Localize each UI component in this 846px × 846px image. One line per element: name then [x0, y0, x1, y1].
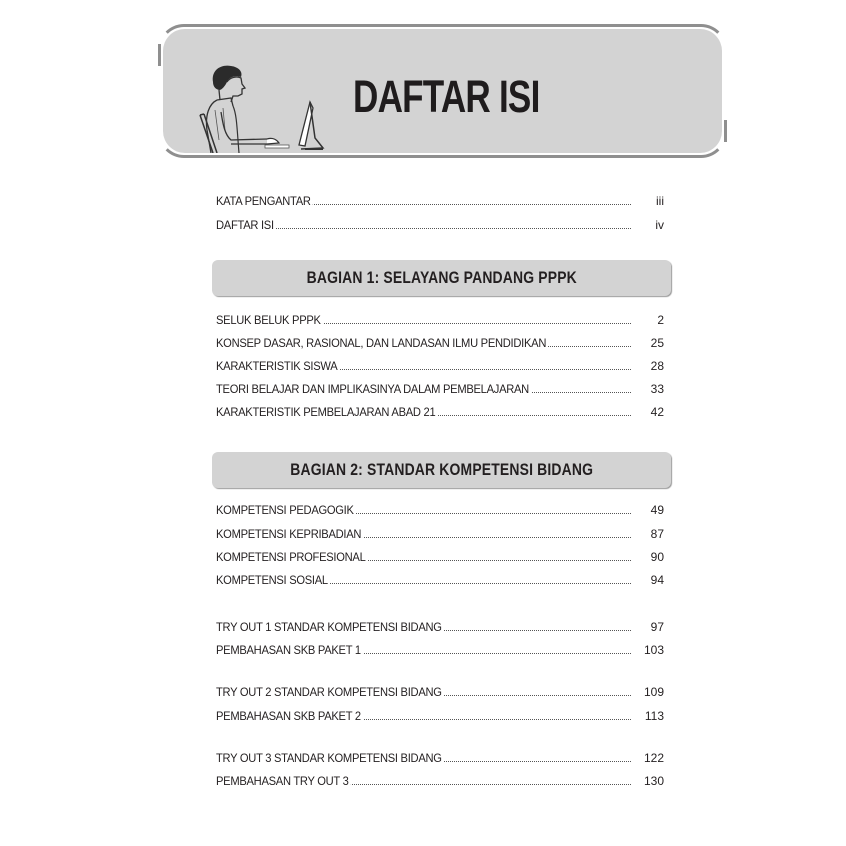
toc-entry-page: 87 [650, 527, 664, 541]
toc-entry-page: 103 [643, 643, 664, 657]
toc-entry[interactable] [216, 192, 664, 210]
toc-entry[interactable] [216, 707, 664, 725]
toc-entry-page: 113 [644, 709, 664, 723]
toc-entry[interactable] [216, 216, 664, 234]
toc-entry-page: iv [655, 218, 664, 232]
toc-entry[interactable] [216, 403, 664, 421]
toc-entry-page: 2 [657, 313, 664, 327]
toc-entry[interactable] [216, 548, 664, 566]
toc-entry-page: 33 [650, 382, 664, 396]
toc-entry-label: DAFTAR ISI [216, 218, 274, 232]
toc-entry[interactable] [216, 772, 664, 790]
section-header-bagian-1 [212, 260, 671, 296]
toc-entry[interactable] [216, 683, 664, 701]
toc-entry-label: KATA PENGANTAR [216, 194, 311, 208]
toc-entry-label: TRY OUT 2 STANDAR KOMPETENSI BIDANG [216, 685, 442, 699]
toc-entry[interactable] [216, 618, 664, 636]
person-at-computer-icon [195, 60, 335, 153]
toc-entry-page: 130 [643, 774, 664, 788]
header-gap-right [722, 62, 730, 124]
toc-entry[interactable] [216, 641, 664, 659]
toc-entry-page: iii [656, 194, 664, 208]
toc-entry[interactable] [216, 334, 664, 352]
toc-entry[interactable] [216, 571, 664, 589]
toc-entry-page: 28 [650, 359, 664, 373]
toc-entry[interactable] [216, 525, 664, 543]
section-header-bagian-2 [212, 452, 671, 488]
toc-entry-label: KOMPETENSI PEDAGOGIK [216, 503, 354, 517]
toc-entry-label: KOMPETENSI PROFESIONAL [216, 550, 366, 564]
page-title: DAFTAR ISI [353, 71, 540, 122]
section-title: BAGIAN 1: SELAYANG PANDANG PPPK [306, 268, 577, 287]
toc-entry-label: PEMBAHASAN TRY OUT 3 [216, 774, 349, 788]
toc-entry[interactable] [216, 501, 664, 519]
toc-entry-page: 49 [650, 503, 664, 517]
toc-entry-label: TRY OUT 3 STANDAR KOMPETENSI BIDANG [216, 751, 442, 765]
toc-entry-page: 90 [650, 550, 664, 564]
toc-entry-label: TRY OUT 1 STANDAR KOMPETENSI BIDANG [216, 620, 442, 634]
toc-entry-label: KARAKTERISTIK PEMBELAJARAN ABAD 21 [216, 405, 436, 419]
toc-entry-page: 109 [643, 685, 664, 699]
toc-entry[interactable] [216, 749, 664, 767]
toc-entry-page: 25 [650, 336, 664, 350]
header-border-right [724, 120, 727, 142]
toc-entry-label: SELUK BELUK PPPK [216, 313, 321, 327]
toc-entry-page: 94 [650, 573, 664, 587]
toc-entry-label: PEMBAHASAN SKB PAKET 1 [216, 643, 361, 657]
header-border-left [158, 44, 161, 66]
toc-entry-label: KOMPETENSI SOSIAL [216, 573, 328, 587]
toc-entry-label: PEMBAHASAN SKB PAKET 2 [216, 709, 361, 723]
section-title: BAGIAN 2: STANDAR KOMPETENSI BIDANG [290, 460, 593, 479]
toc-entry[interactable] [216, 380, 664, 398]
toc-entry-label: TEORI BELAJAR DAN IMPLIKASINYA DALAM PEMBELAJARAN [216, 382, 529, 396]
toc-entry-label: KARAKTERISTIK SISWA [216, 359, 338, 373]
dot-leader [216, 228, 631, 229]
toc-entry[interactable] [216, 311, 664, 329]
toc-entry-page: 42 [650, 405, 664, 419]
toc-entry-label: KOMPETENSI KEPRIBADIAN [216, 527, 362, 541]
toc-entry-page: 97 [650, 620, 664, 634]
toc-entry-label: KONSEP DASAR, RASIONAL, DAN LANDASAN ILMU PENDIDIKAN [216, 336, 547, 350]
header-gap-left [155, 62, 163, 124]
toc-entry-page: 122 [643, 751, 664, 765]
toc-entry[interactable] [216, 357, 664, 375]
